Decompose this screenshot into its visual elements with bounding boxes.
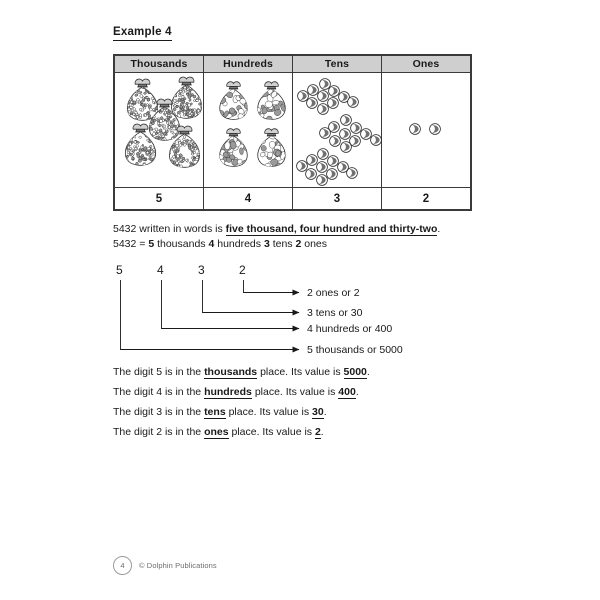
- cell-ones-illustration: [382, 73, 471, 188]
- statement-pre: The digit 2 is in the: [113, 426, 205, 438]
- statement-place: hundreds: [204, 386, 252, 398]
- statement-hundreds: [113, 385, 359, 400]
- statement-place: ones: [204, 426, 229, 438]
- bag-of-hundred: [252, 78, 291, 120]
- page-title: Example 4: [113, 26, 172, 41]
- statement-mid: place. Its value is: [228, 426, 315, 438]
- expanded-digit-2: 4: [208, 238, 215, 250]
- expanded-word-1: thousands: [154, 238, 209, 250]
- column-header-hundreds: Hundreds: [204, 56, 293, 73]
- bag-of-hundred: [214, 78, 253, 120]
- diagram-digit-thousands: 5: [116, 263, 123, 277]
- statement-pre: The digit 3 is in the: [113, 406, 205, 418]
- statement-value: 5000: [343, 366, 367, 378]
- expanded-word-4: ones: [301, 238, 327, 250]
- statement-tens: [113, 405, 327, 420]
- column-header-tens: Tens: [293, 56, 382, 73]
- tens-marble-groups: [293, 73, 381, 187]
- table-illustration-row: [115, 73, 471, 188]
- expanded-form-sentence: [113, 237, 327, 252]
- diagram-digit-ones: 2: [239, 263, 246, 277]
- words-sentence: [113, 222, 440, 237]
- column-header-ones: Ones: [382, 56, 471, 73]
- words-sentence-suffix: .: [437, 223, 441, 235]
- hundreds-bag-group: [204, 73, 292, 187]
- statement-place: tens: [204, 406, 226, 418]
- statement-value: 30: [312, 406, 324, 418]
- bag-of-thousand: [119, 120, 162, 166]
- digit-ones: 2: [382, 188, 471, 210]
- statement-value: 2: [314, 426, 321, 438]
- digit-tens: 3: [293, 188, 382, 210]
- digit-hundreds: 4: [204, 188, 293, 210]
- place-value-table: [113, 54, 472, 211]
- marble: [340, 140, 352, 158]
- diagram-label-thousands: 5 thousands or 5000: [307, 344, 403, 356]
- column-header-thousands: Thousands: [115, 56, 204, 73]
- bag-of-hundred: [252, 125, 291, 167]
- diagram-label-tens: 3 tens or 30: [307, 307, 363, 319]
- words-sentence-prefix: 5432 written in words is: [113, 223, 226, 235]
- expanded-digit-4: 2: [295, 238, 302, 250]
- bag-of-thousand: [163, 122, 206, 168]
- bag-of-hundred: [214, 125, 253, 167]
- diagram-digit-hundreds: 4: [157, 263, 164, 277]
- statement-end: .: [320, 426, 324, 438]
- page-footer: [113, 556, 217, 575]
- statement-mid: place. Its value is: [257, 366, 344, 378]
- marble: [347, 95, 359, 113]
- table-header-row: [115, 56, 471, 73]
- statement-value: 400: [338, 386, 356, 398]
- statement-mid: place. Its value is: [251, 386, 339, 398]
- expanded-word-3: tens: [269, 238, 296, 250]
- diagram-connector-lines: [113, 258, 473, 358]
- statement-pre: The digit 4 is in the: [113, 386, 205, 398]
- single-marble: [429, 122, 441, 140]
- page-number-badge: 4: [113, 556, 132, 575]
- statement-thousands: [113, 365, 370, 380]
- expanded-digit-3: 3: [263, 238, 270, 250]
- marble: [317, 102, 329, 120]
- marble: [370, 133, 382, 151]
- statement-pre: The digit 5 is in the: [113, 366, 205, 378]
- cell-thousands-illustration: [115, 73, 204, 188]
- statement-place: thousands: [204, 366, 258, 378]
- expanded-digit-1: 5: [148, 238, 155, 250]
- expanded-lead: 5432 =: [113, 238, 149, 250]
- digit-thousands: 5: [115, 188, 204, 210]
- diagram-digit-tens: 3: [198, 263, 205, 277]
- words-sentence-words: five thousand, four hundred and thirty-two: [225, 223, 438, 235]
- table-digit-row: [115, 188, 471, 210]
- statement-end: .: [323, 406, 327, 418]
- statement-mid: place. Its value is: [225, 406, 313, 418]
- cell-hundreds-illustration: [204, 73, 293, 188]
- diagram-label-ones: 2 ones or 2: [307, 287, 360, 299]
- statement-end: .: [366, 366, 370, 378]
- statement-ones: [113, 425, 324, 440]
- copyright-text: © Dolphin Publications: [139, 561, 217, 570]
- place-value-expansion-diagram: [113, 258, 473, 358]
- cell-tens-illustration: [293, 73, 382, 188]
- marble: [316, 173, 328, 191]
- single-marble: [409, 122, 421, 140]
- statement-end: .: [355, 386, 359, 398]
- ones-marbles: [382, 73, 470, 187]
- expanded-word-2: hundreds: [214, 238, 264, 250]
- diagram-label-hundreds: 4 hundreds or 400: [307, 323, 393, 335]
- marble: [346, 166, 358, 184]
- thousands-bag-group: [115, 73, 203, 187]
